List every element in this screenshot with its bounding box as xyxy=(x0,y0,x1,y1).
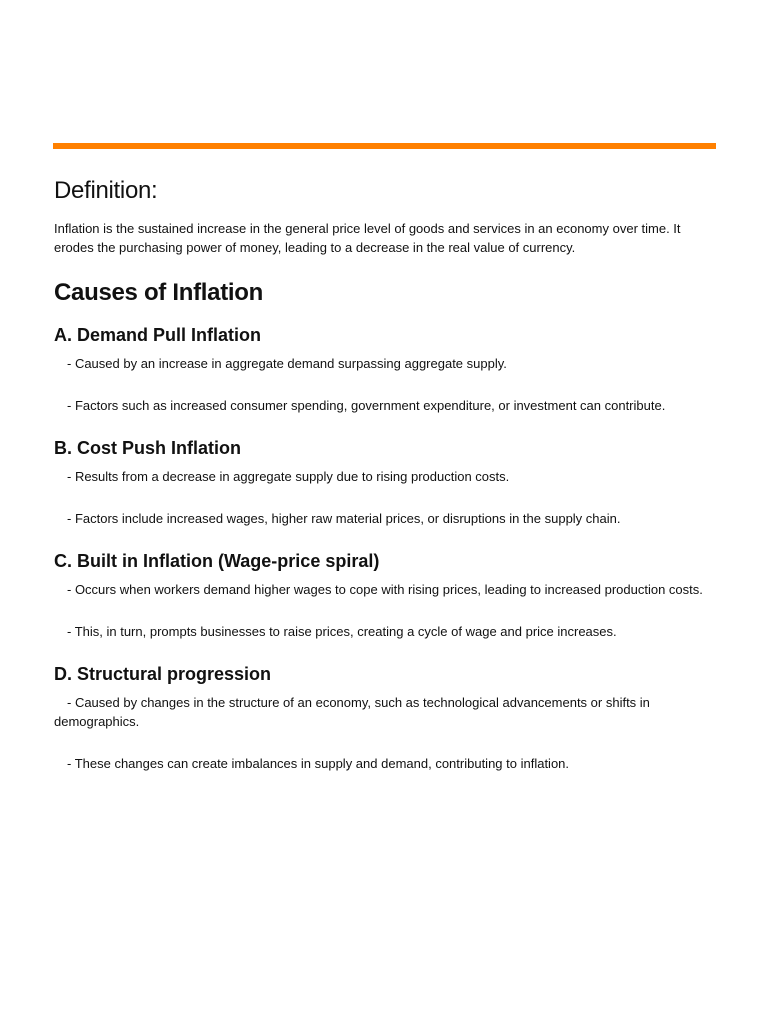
section-demand-pull xyxy=(54,324,718,415)
section-title: D. Structural progression xyxy=(54,664,272,684)
section-built-in xyxy=(54,550,718,641)
bullet-point: - This, in turn, prompts businesses to raise prices, creating a cycle of wage and price increases. xyxy=(67,624,617,639)
bullet-point: - Occurs when workers demand higher wages to cope with rising prices, leading to increased production costs. xyxy=(67,582,703,597)
section-title: A. Demand Pull Inflation xyxy=(54,325,262,345)
causes-heading: Causes of Inflation xyxy=(54,279,263,306)
accent-divider xyxy=(53,143,716,149)
bullet-point: - Factors such as increased consumer spending, government expenditure, or investment can contribute. xyxy=(67,398,666,413)
bullet-point: - Caused by an increase in aggregate demand surpassing aggregate supply. xyxy=(67,356,507,371)
section-title: C. Built in Inflation (Wage-price spiral) xyxy=(54,551,380,571)
section-title: B. Cost Push Inflation xyxy=(54,438,241,458)
bullet-point: - These changes can create imbalances in supply and demand, contributing to inflation. xyxy=(67,756,570,771)
section-cost-push xyxy=(54,437,718,528)
bullet-point: - Factors include increased wages, higher raw material prices, or disruptions in the supply chain. xyxy=(67,511,621,526)
definition-text: Inflation is the sustained increase in the general price level of goods and services in an economy over time. It erodes the purchasing power of money, leading to a decrease in the real value of currency. xyxy=(54,221,681,255)
bullet-point: - Caused by changes in the structure of an economy, such as technological advancements or shifts in demographics. xyxy=(54,695,650,729)
section-structural xyxy=(54,663,718,773)
document-content xyxy=(54,176,718,773)
definition-heading: Definition: xyxy=(54,177,158,204)
bullet-point: - Results from a decrease in aggregate supply due to rising production costs. xyxy=(67,469,510,484)
